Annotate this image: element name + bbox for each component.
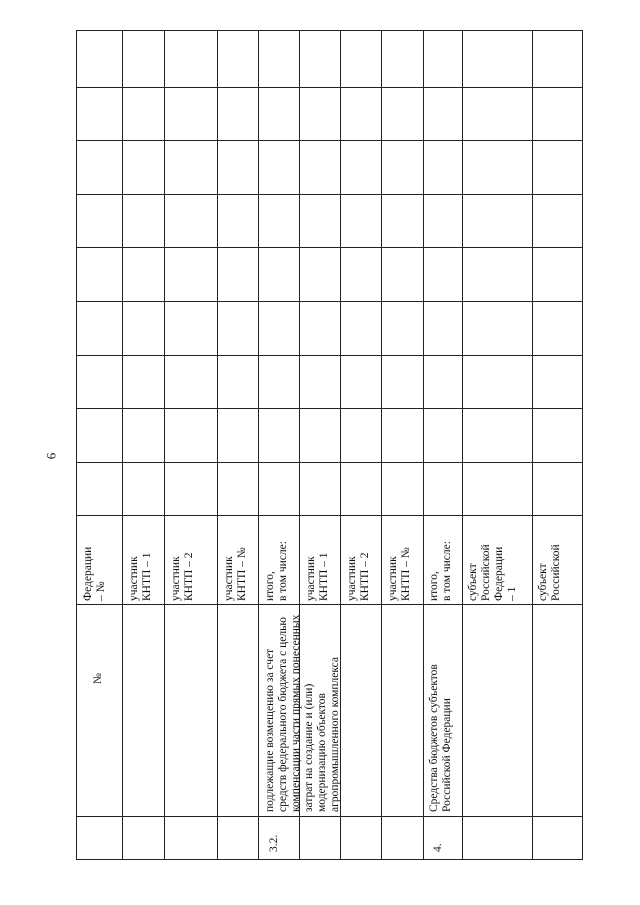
sub-cell-5: участник КНТП – 1 [305, 552, 330, 601]
data-table [76, 30, 583, 860]
row-divider [164, 30, 165, 860]
value-col-divider [76, 355, 583, 356]
row-divider [217, 30, 218, 860]
table-bottom-border [582, 30, 583, 860]
table-left-border [76, 859, 583, 860]
row-num-3-2: 3.2. [268, 834, 280, 852]
value-col-divider [76, 462, 583, 463]
value-col-divider [76, 247, 583, 248]
sub-cell-10: субъект Российской [537, 544, 562, 601]
sub-cell-6: участник КНТП – 2 [346, 552, 371, 601]
row-divider [532, 30, 533, 860]
sub-cell-7: участник КНТП – № [387, 547, 412, 601]
value-col-divider [76, 87, 583, 88]
row-name-3-2: подлежащие возмещению за счет средств федерального бюджета с целью компенсации части прямых понесенных затрат на создание и (или) модернизацию объектов агропромышленного комплекса [264, 614, 341, 812]
row-divider [423, 30, 424, 860]
table-right-border [76, 30, 583, 31]
sub-cell-9: субъект Российской Федерации – 1 [467, 544, 518, 601]
header-num-label: № [92, 673, 104, 684]
sub-cell-8: итого, в том числе: [428, 541, 453, 601]
sub-cell-2: участник КНТП – 2 [170, 552, 195, 601]
sub-cell-4: итого, в том числе: [264, 541, 289, 601]
row-divider [258, 30, 259, 860]
value-col-divider [76, 408, 583, 409]
row-divider [122, 30, 123, 860]
row-divider [381, 30, 382, 860]
sub-cell-3: участник КНТП – № [223, 547, 248, 601]
row-name-4: Средства бюджетов субъектов Российской Федерации [428, 664, 453, 812]
row-num-4: 4. [432, 843, 444, 852]
row-divider [462, 30, 463, 860]
sub-cell-0: Федерации – № [82, 546, 107, 601]
table-top-border [76, 30, 77, 860]
num-col-divider [76, 816, 583, 817]
value-col-divider [76, 301, 583, 302]
page-number: 6 [43, 452, 59, 460]
sub-cell-1: участник КНТП – 1 [128, 552, 153, 601]
value-col-divider [76, 140, 583, 141]
value-col-divider [76, 194, 583, 195]
